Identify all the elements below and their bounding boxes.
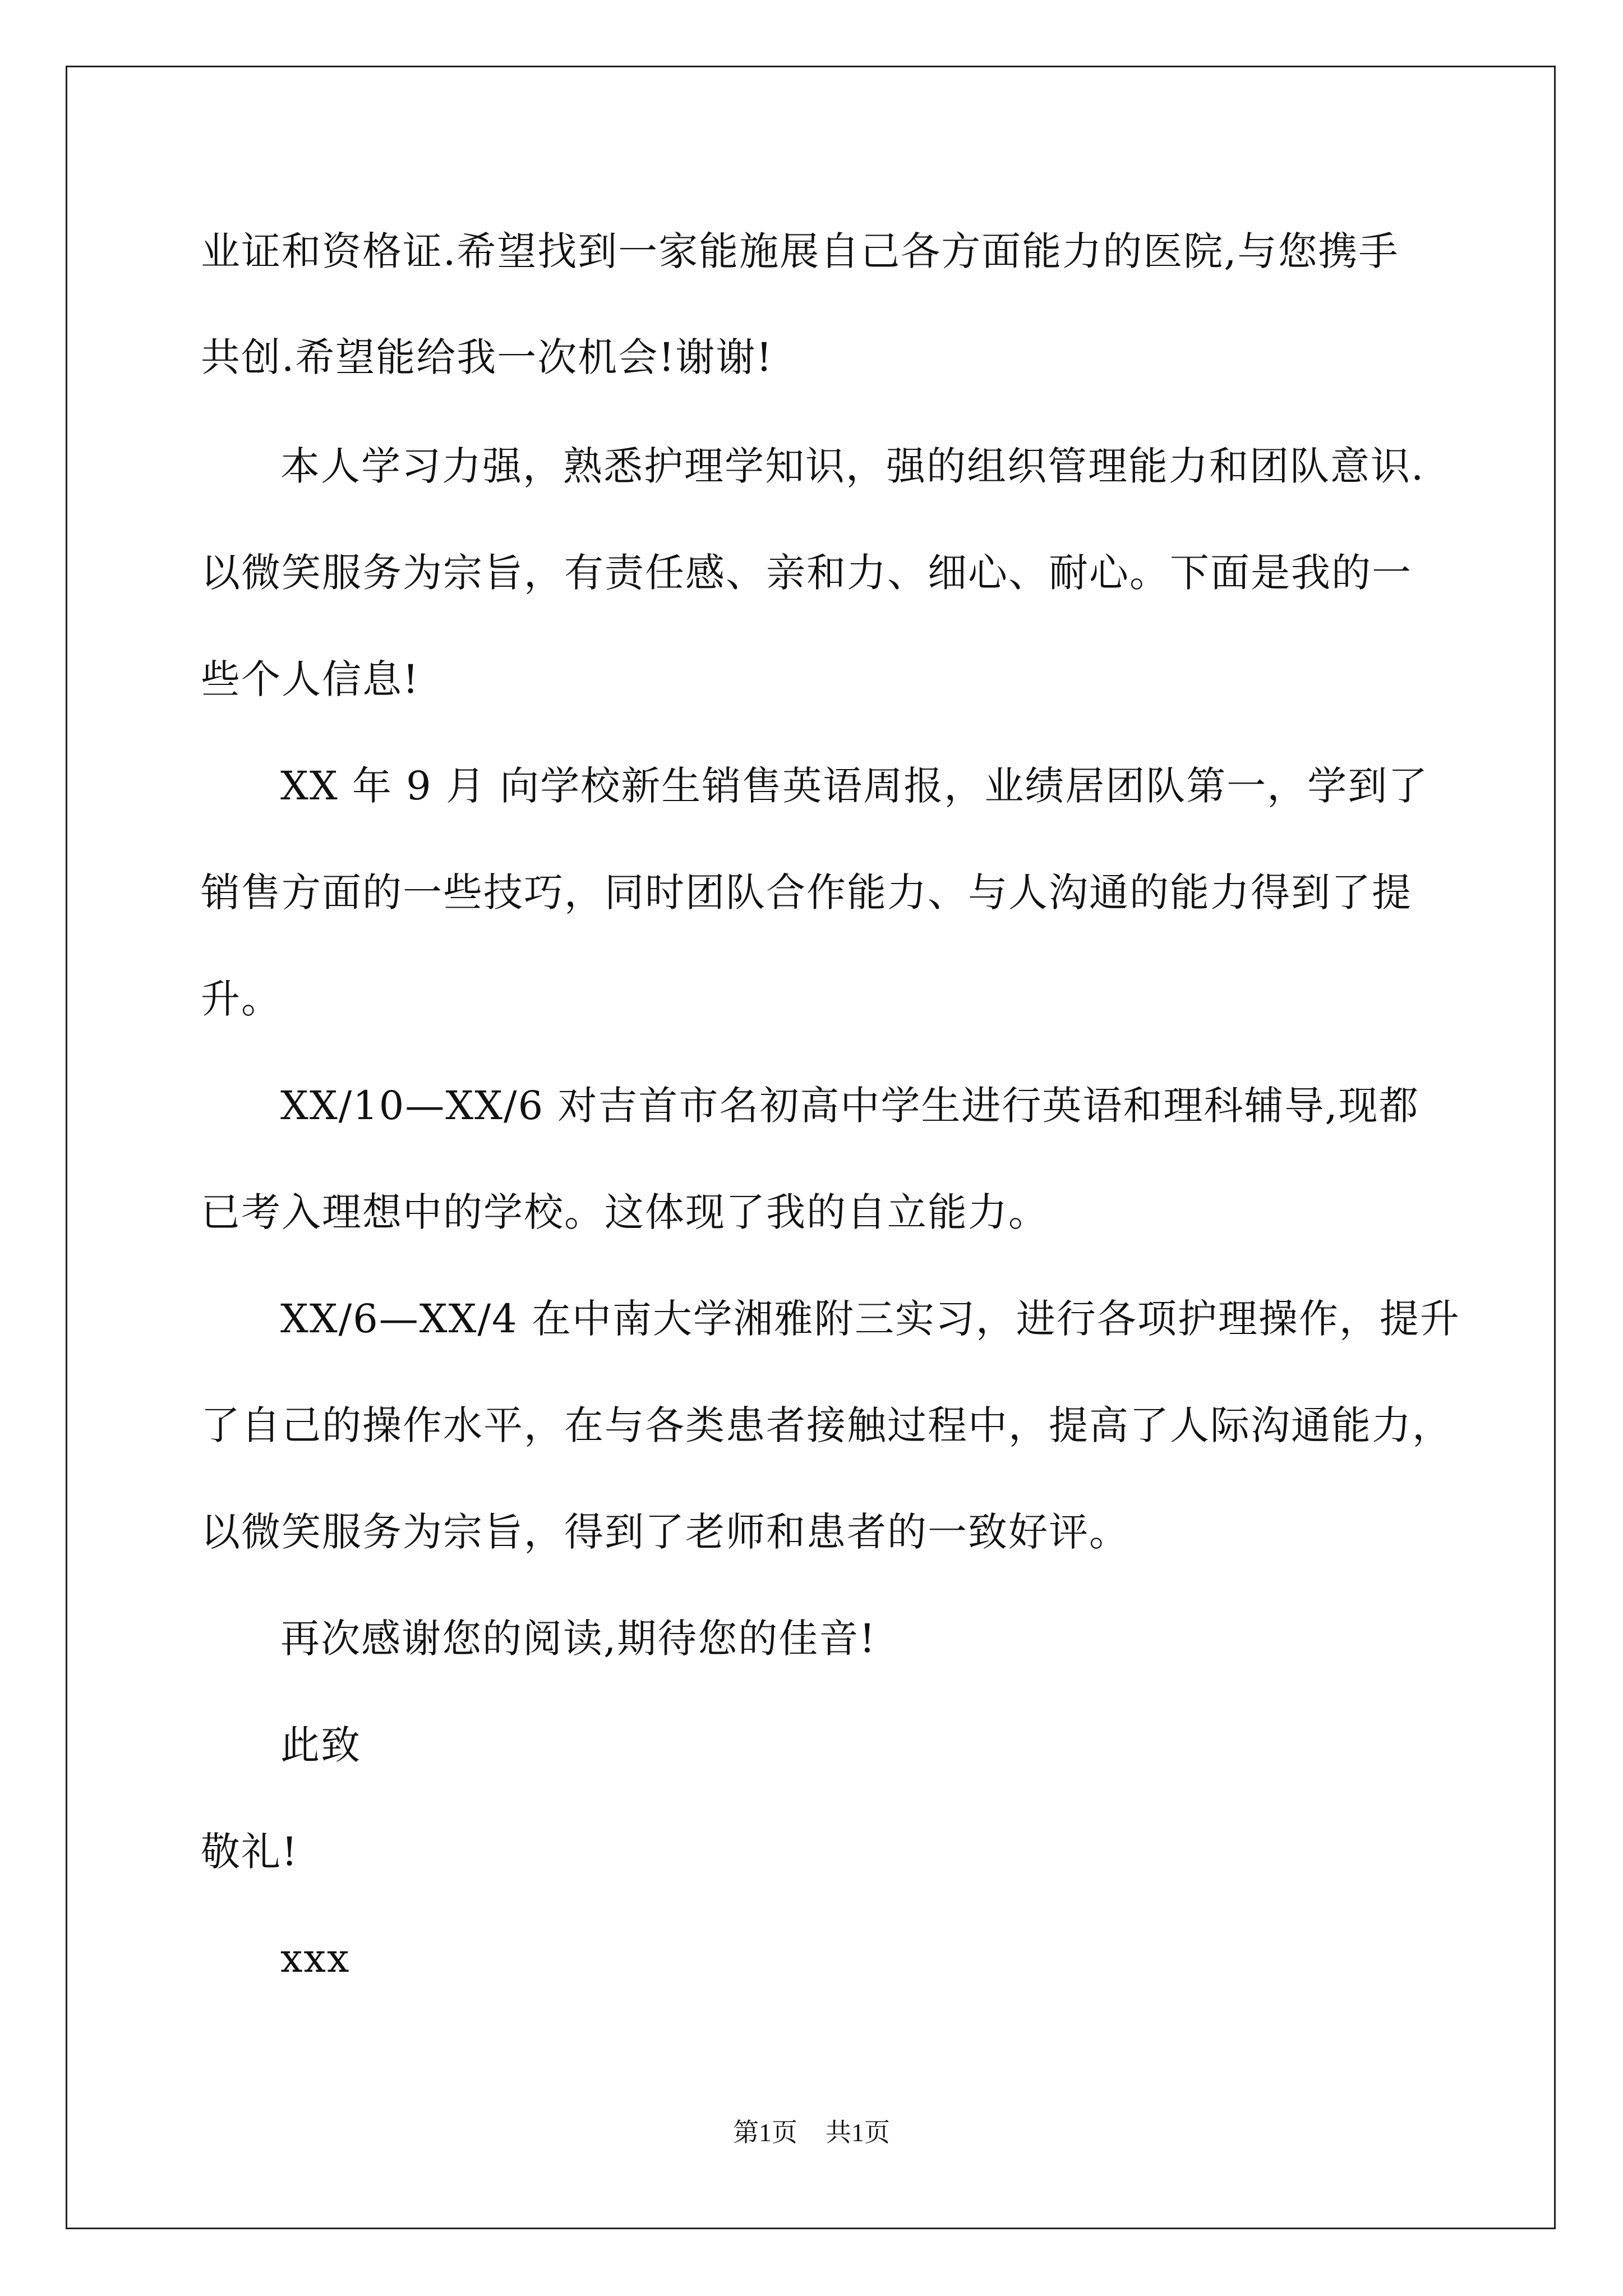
text-line-5: 些个人信息! [201, 656, 420, 702]
text-line-17: xxx [280, 1935, 351, 1981]
page-border [66, 66, 1556, 2229]
text-line-15: 此致 [280, 1722, 361, 1768]
text-line-6: XX 年 9 月 向学校新生销售英语周报，业绩居团队第一，学到了 [280, 763, 1429, 809]
text-line-12: 了自己的操作水平，在与各类患者接触过程中，提高了人际沟通能力， [201, 1402, 1453, 1448]
text-line-4: 以微笑服务为宗旨，有责任感、亲和力、细心、耐心。下面是我的一 [201, 550, 1412, 596]
text-line-3: 本人学习力强，熟悉护理学知识，强的组织管理能力和团队意识. [280, 443, 1425, 489]
text-line-1: 业证和资格证.希望找到一家能施展自己各方面能力的医院,与您携手 [201, 228, 1399, 274]
page-number-current: 第1页 [733, 2118, 797, 2147]
text-line-13: 以微笑服务为宗旨，得到了老师和患者的一致好评。 [201, 1509, 1129, 1555]
text-line-16: 敬礼! [201, 1829, 299, 1875]
text-line-2: 共创.希望能给我一次机会!谢谢! [201, 334, 773, 380]
page-number-total: 共1页 [826, 2118, 890, 2147]
text-line-11: XX/6—XX/4 在中南大学湘雅附三实习，进行各项护理操作，提升 [280, 1296, 1460, 1342]
text-line-8: 升。 [201, 976, 282, 1022]
text-line-7: 销售方面的一些技巧，同时团队合作能力、与人沟通的能力得到了提 [201, 869, 1412, 915]
text-line-9: XX/10—XX/6 对吉首市名初高中学生进行英语和理科辅导,现都 [280, 1083, 1419, 1129]
text-line-14: 再次感谢您的阅读,期待您的佳音! [280, 1616, 877, 1662]
page-footer [0, 2112, 1623, 2149]
text-line-10: 已考入理想中的学校。这体现了我的自立能力。 [201, 1189, 1049, 1235]
